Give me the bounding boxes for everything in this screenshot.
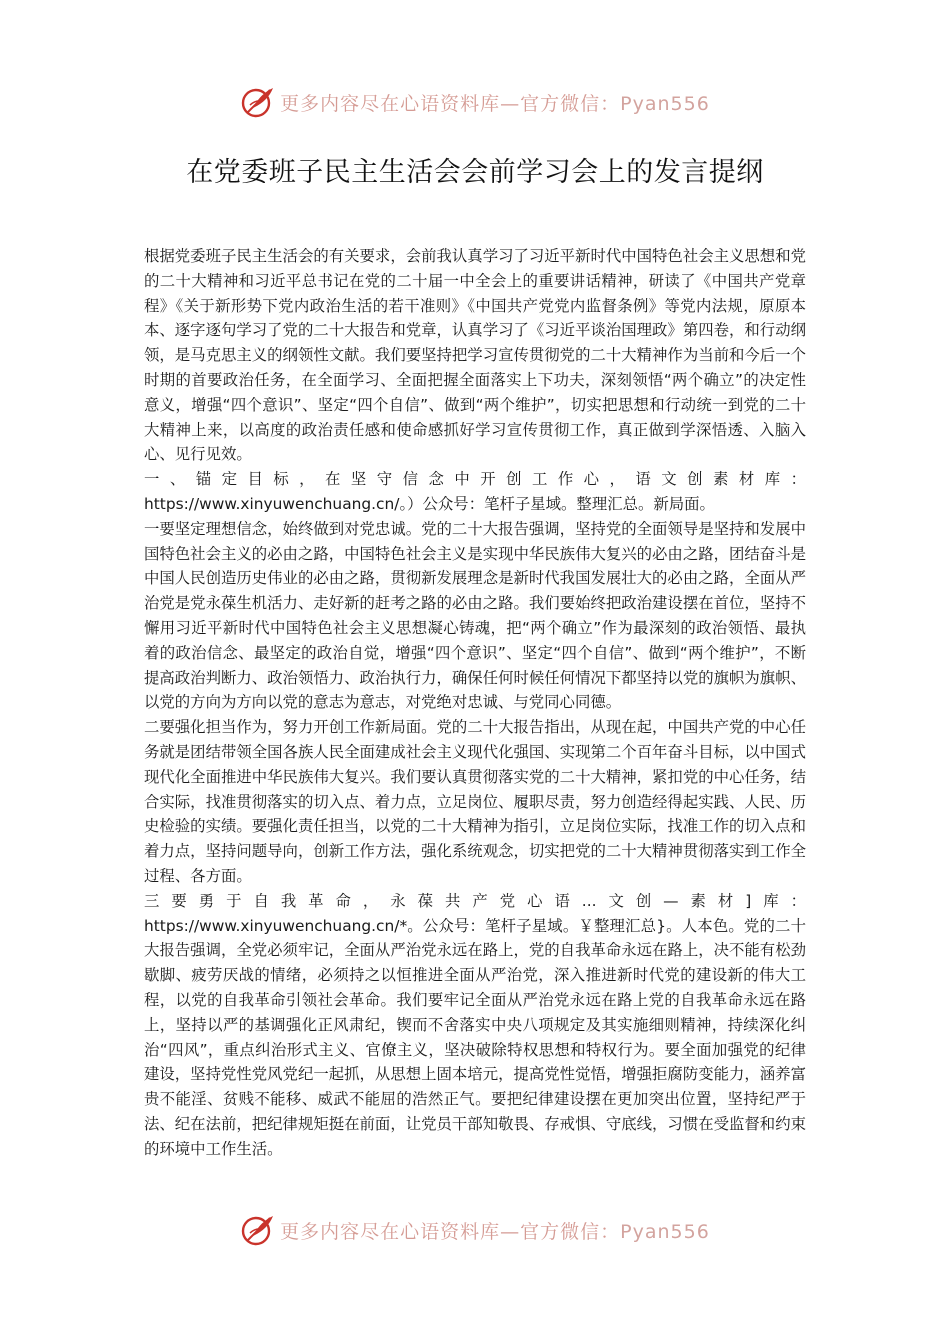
quill-logo-icon	[240, 1212, 276, 1248]
section-heading-1: 一、锚定目标，在坚守信念中开创工作心，语文创素材库：	[144, 470, 806, 489]
header-watermark-banner	[0, 82, 950, 122]
paragraph-point-1: 一要坚定理想信念，始终做到对党忠诚。党的二十大报告强调，坚持党的全面领导是坚持和发展中国特色社会主义的必由之路，中国特色社会主义是实现中华民族伟大复兴的必由之路，团结奋斗是中国人民创造历史伟业的必由之路，贯彻新发展理念是新时代我国发展壮大的必由之路，全面从严治党是党永葆生机活力、走好新的赶考之路的必由之路。我们要始终把政治建设摆在首位，坚持不懈用习近平新时代中国特色社会主义思想凝心铸魂，把“两个确立”作为最深刻的政治领悟、最执着的政治信念、最坚定的政治自觉，增强“四个意识”、坚定“四个自信”、做到“两个维护”，不断提高政治判断力、政治领悟力、政治执行力，确保任何时候任何情况下都坚持以党的旗帜为旗帜、以党的方向为方向以党的意志为意志，对党绝对忠诚、与党同心同德。	[144, 519, 806, 712]
watermark-text: 更多内容尽在心语资料库—官方微信：Pyan556	[280, 1220, 710, 1243]
quill-logo-icon	[240, 84, 276, 120]
paragraph-point-2: 二要强化担当作为，努力开创工作新局面。党的二十大报告指出，从现在起，中国共产党的中心任务就是团结带领全国各族人民全面建成社会主义现代化强国、实现第二个百年奋斗目标，以中国式现代化全面推进中华民族伟大复兴。我们要认真贯彻落实党的二十大精神，紧扣党的中心任务，结合实际，找准贯彻落实的切入点、着力点，立足岗位、履职尽责，努力创造经得起实践、人民、历史检验的实绩。要强化责任担当，以党的二十大精神为指引，立足岗位实际，找准工作的切入点和着力点，坚持问题导向，创新工作方法，强化系统观念，切实把党的二十大精神贯彻落实到工作全过程、各方面。	[144, 718, 806, 885]
section-heading-1-cont: https://www.xinyuwenchuang.cn/。）公众号：笔杆子星域。整理汇总。新局面。	[144, 494, 715, 513]
wechat-id: Pyan556	[620, 92, 710, 115]
section-heading-3: 三要勇于自我革命，永葆共产党心语...文创—素材]库：	[144, 891, 806, 910]
paragraph-point-3: https://www.xinyuwenchuang.cn/*。公众号：笔杆子星域。￥整理汇总}。人本色。党的二十大报告强调，全党必须牢记，全面从严治党永远在路上，党的自我革命永远在路上，决不能有松劲歇脚、疲劳厌战的情绪，必须持之以恒推进全面从严治党，深入推进新时代党的建设新的伟大工程，以党的自我革命引领社会革命。我们要牢记全面从严治党永远在路上党的自我革命永远在路上，坚持以严的基调强化正风肃纪，锲而不舍落实中央八项规定及其实施细则精神，持续深化纠治“四风”，重点纠治形式主义、官僚主义，坚决破除特权思想和特权行为。要全面加强党的纪律建设，坚持党性党风党纪一起抓，从思想上固本培元，提高党性觉悟，增强拒腐防变能力，涵养富贵不能淫、贫贱不能移、威武不能屈的浩然正气。要把纪律建设摆在更加突出位置，坚持纪严于法、纪在法前，把纪律规矩挺在前面，让党员干部知敬畏、存戒惧、守底线，习惯在受监督和约束的环境中工作生活。	[144, 916, 806, 1158]
document-title: 在党委班子民主生活会会前学习会上的发言提纲	[186, 157, 764, 188]
wechat-id: Pyan556	[620, 1220, 710, 1243]
watermark-text: 更多内容尽在心语资料库—官方微信：Pyan556	[280, 92, 710, 115]
document-body	[144, 244, 806, 1161]
paragraph-intro: 根据党委班子民主生活会的有关要求，会前我认真学习了习近平新时代中国特色社会主义思想和党的二十大精神和习近平总书记在党的二十届一中全会上的重要讲话精神，研读了《中国共产党章程》《关于新形势下党内政治生活的若干准则》《中国共产党党内监督条例》等党内法规，原原本本、逐字逐句学习了党的二十大报告和党章，认真学习了《习近平谈治国理政》第四卷，和行动纲领，是马克思主义的纲领性文献。我们要坚持把学习宣传贯彻党的二十大精神作为当前和今后一个时期的首要政治任务，在全面学习、全面把握全面落实上下功夫，深刻领悟“两个确立”的决定性意义，增强“四个意识”、坚定“四个自信”、做到“两个维护”，切实把思想和行动统一到党的二十大精神上来，以高度的政治责任感和使命感抓好学习宣传贯彻工作，真正做到学深悟透、入脑入心、见行见效。	[144, 247, 806, 464]
footer-watermark-banner	[0, 1210, 950, 1250]
